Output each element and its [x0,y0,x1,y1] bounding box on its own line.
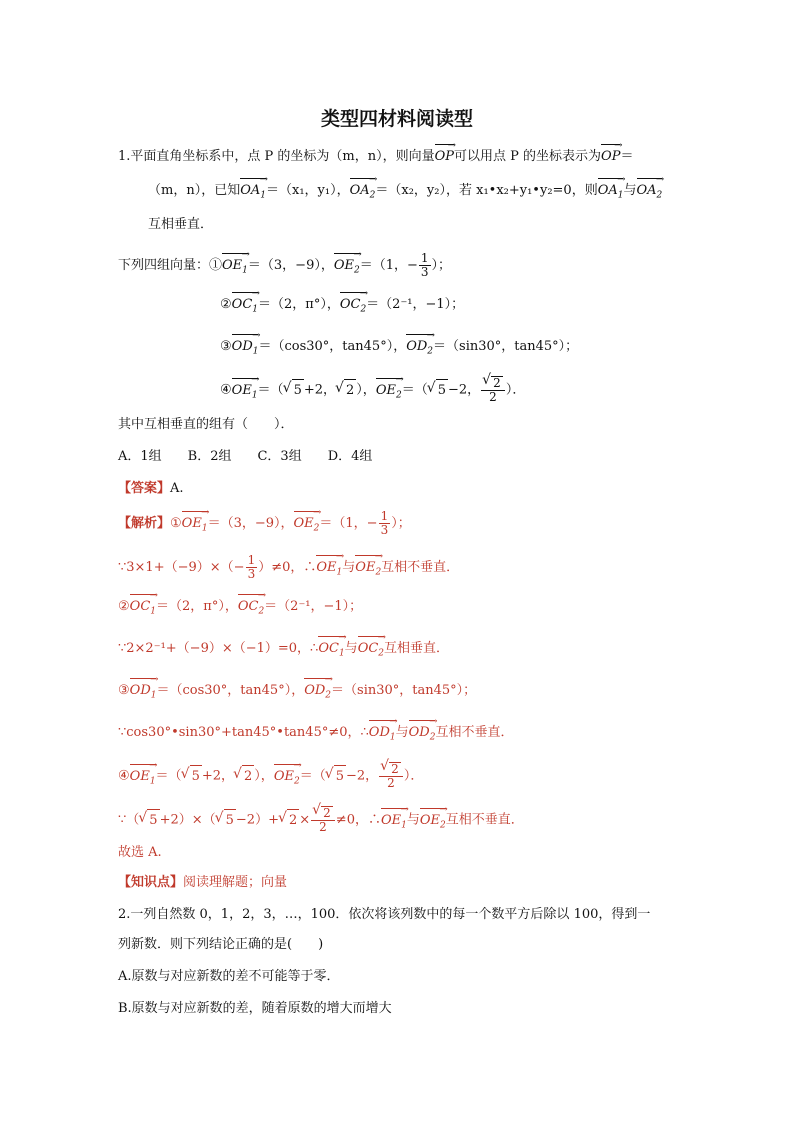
analysis-line-5: $③OD_1 \to=(\cos 30^\circ$，tan45°），$OD_2 \to=(\sin 30^\circ$，tan45°）； [118,680,476,707]
vector-op: OP → [601,146,620,168]
q2-line2: 列新数．则下列结论正确的是( ) [118,937,324,952]
analysis-line-3: $②OC_1 \to=(2$，π°），$OC_2 \to=(2^{-1}$，−1）； [118,596,362,623]
analysis-line-1: 【解析】$①OE_1 \to=(3$，−9），$OE_2 \to=(1$，− $\frac{1}{3}$ ）； [118,510,411,540]
question-ask: 其中互相垂直的组有（ ）． [118,417,294,432]
fraction-root2-over-2: √ $\frac{2}{2}$ [481,376,505,404]
vector-oa2: $OA_2$ → [637,180,663,207]
group-3: $③OD_1 \to=(\cos 30^\circ$，tan45°），$OD_2 \to=(\sin 30^\circ$，tan45°）； [220,336,578,363]
choices: A．1组 B．2组 C．3组 D．4组 [118,449,373,464]
vector-oc2: $OC_2$ → [340,294,366,321]
q2-option-b: B.原数与对应新数的差，随着原数的增大而增大 [118,1001,392,1016]
vector-oe2: $OE_2$ → [376,380,402,407]
vector-od1: $OD_1$ → [232,336,259,363]
q2-option-a: A.原数与对应新数的差不可能等于零． [118,969,340,984]
analysis-line-6: ∵cos30°•sin30°+tan45°•tan45°≠0，$\therefore OD_1$ →与$OD_2$ →互相不垂直． [118,722,513,749]
vector-op: OP → [435,146,454,168]
group-4: $④OE_1$ →＝（√ 5 +2，√ 2 ），$OE_2$ →＝（√ 5 −2， √ $\frac{2}{2}$ ）． [220,376,525,406]
vector-oa1: $OA_1$ → [240,180,266,207]
q1-line1: 1.平面直角坐标系中，点 P 的坐标为（m，n），则向量OP →可以用点 P 的坐标表示为OP →＝ [118,146,633,168]
q1-line3: 互相垂直． [148,217,214,232]
analysis-line-8: ∵（√ 5 +2）×（√ 5 −2）+√ 2 × √ $\frac{2}{2}$ ≠0，$\therefore OE_1$ →与$OE_2$ →互相不垂直． [118,806,524,836]
group-2: $②OC_1 \to=(2$，π°），$OC_2 \to=(2^{-1}$，−1）； [220,294,464,321]
analysis-line-2: ∵3×1+（−9）×（− $\frac{1}{3}$ ）≠0，$\therefore OE_1$ →与$OE_2$ →互相不垂直． [118,554,459,584]
page-title: 类型四材料阅读型 [320,108,473,130]
analysis-line-4: ∵2×2⁻¹+（−9）×（−1）=0，$\therefore OC_1$ →与$OC_2$ →互相垂直． [118,638,449,665]
vector-od2: $OD_2$ → [406,336,433,363]
vector-oc1: $OC_1$ → [232,294,258,321]
q1-line2: （m，n），已知$OA_1 \to=(x_1$，y₁），$OA_2 \to=(x_2$，y₂），若 x₁•x₂+y₁•y₂=0，则$OA_1$ →与$OA_2$ → [148,180,662,207]
q2-line1: 2.一列自然数 0，1，2，3，…，100．依次将该列数中的每一个数平方后除以 100，得到一 [118,907,651,922]
vector-oa1: $OA_1$ → [598,180,624,207]
vector-oa2: $OA_2$ → [350,180,376,207]
analysis-line-7: $④OE_1$ →＝（√ 5 +2，√ 2 ），$OE_2$ →＝（√ 5 −2， √ $\frac{2}{2}$ ）． [118,762,423,792]
fraction-one-third: $\frac{1}{3}$ [420,251,429,279]
answer-line: 【答案】A. [118,481,184,496]
group-1: 下列四组向量：$①OE_1 \to=(3$，−9），$OE_2 \to=(1$，− $\frac{1}{3}$ ）； [118,252,451,282]
conclusion: 故选 A. [118,845,162,860]
vector-oe1: $OE_1$ → [232,380,258,407]
vector-ob1: $OE_1$ → [222,255,248,282]
knowledge-point: 【知识点】阅读理解题；向量 [118,875,288,890]
vector-ob2: $OE_2$ → [334,255,360,282]
